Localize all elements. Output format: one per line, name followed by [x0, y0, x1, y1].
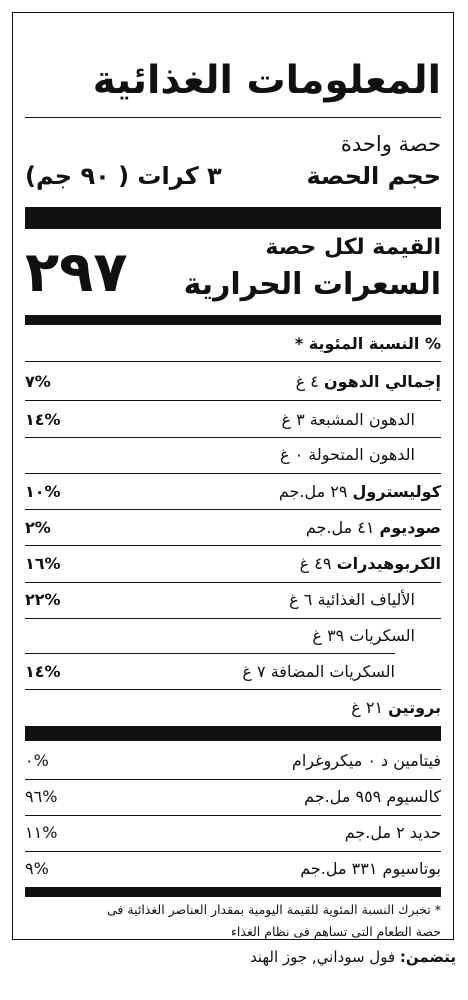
nutrient-name: صوديوم ٤١ مل.جم: [305, 518, 441, 537]
contains-label: يتضمن:: [399, 948, 456, 966]
serving-size-value: ٣ كرات ( ٩٠ جم): [25, 162, 222, 190]
nutrient-dv: %٠: [25, 751, 49, 770]
nutrient-row-sodium: [25, 510, 441, 546]
vitamin-row-calcium: [25, 779, 441, 815]
nutrient-row-cholesterol: [25, 474, 441, 510]
nutrient-row-trans-fat: [25, 437, 441, 473]
nutrient-row-protein: [25, 690, 441, 726]
nutrient-name: بروتين ٢١ غ: [351, 698, 441, 717]
contains-line: [250, 944, 456, 970]
calories-label: السعرات الحرارية: [183, 267, 441, 302]
nutrient-name: السكريات ٣٩ غ: [312, 626, 415, 645]
label-title: المعلومات الغذائية: [92, 58, 441, 103]
serving-size-label: حجم الحصة: [306, 162, 441, 190]
footnote-line: حصة الطعام التى تساهم فى نظام الغذاء: [231, 924, 441, 939]
footnote-line: * تخبرك النسبة المئوية للقيمة اليومية بمقدار العناصر الغذائية فى: [107, 902, 441, 917]
nutrient-name: السكريات المضافة ٧ غ: [242, 662, 395, 681]
nutrient-name: حديد ٢ مل.جم: [344, 823, 441, 842]
title-divider: [25, 117, 441, 118]
nutrient-row-fiber: [25, 582, 441, 618]
nutrient-name: فيتامين د ٠ ميكروغرام: [291, 751, 441, 770]
nutrient-name: الكربوهيدرات ٤٩ غ: [299, 554, 441, 573]
servings-per-container: حصة واحدة: [340, 132, 441, 156]
nutrient-dv: %٢: [25, 518, 51, 537]
nutrient-row-carbohydrates: [25, 546, 441, 582]
vitamin-row-vitamin-d: [25, 743, 441, 779]
nutrition-facts-label: [12, 12, 454, 940]
nutrient-row-added-sugars: [25, 654, 441, 690]
row-divider: [25, 361, 441, 362]
nutrient-dv: %٩: [25, 859, 49, 878]
nutrient-name: كوليسترول ٢٩ مل.جم: [278, 482, 441, 501]
amount-per-serving: القيمة لكل حصة: [265, 235, 441, 260]
nutrient-dv: %٧: [25, 372, 51, 391]
nutrient-name: الألياف الغذائية ٦ غ: [289, 590, 415, 609]
nutrient-name: كالسيوم ٩٥٩ مل.جم: [304, 787, 441, 806]
thick-divider-vitamins: [25, 726, 441, 741]
thick-divider-footnote: [25, 887, 441, 897]
vitamin-row-iron: [25, 815, 441, 851]
nutrient-name: إجمالي الدهون ٤ غ: [295, 372, 441, 391]
vitamin-row-potassium: [25, 851, 441, 887]
row-divider: [25, 400, 441, 401]
nutrient-dv: %١٦: [25, 554, 61, 573]
footnote: [25, 899, 441, 943]
contains-value: فول سوداني, جوز الهند: [250, 948, 396, 966]
nutrient-row-total-fat: [25, 364, 441, 400]
label-content: [25, 13, 441, 939]
daily-value-header: % النسبة المئوية *: [294, 334, 441, 353]
calories-value: ٢٩٧: [25, 240, 128, 305]
nutrient-dv: %١١: [25, 823, 58, 842]
nutrient-name: الدهون المشبعة ٣ غ: [281, 410, 415, 429]
nutrient-dv: %١٤: [25, 410, 61, 429]
nutrient-dv: %١٠: [25, 482, 61, 501]
nutrient-name: الدهون المتحولة ٠ غ: [279, 445, 415, 464]
nutrient-name: بوتاسيوم ٣٣١ مل.جم: [300, 859, 441, 878]
nutrient-row-saturated-fat: [25, 402, 441, 438]
thick-divider-calories: [25, 315, 441, 325]
nutrient-row-sugars: [25, 618, 441, 654]
thick-divider-top: [25, 207, 441, 229]
nutrient-dv: %٩٦: [25, 787, 58, 806]
nutrient-dv: %١٤: [25, 662, 61, 681]
nutrient-dv: %٢٢: [25, 590, 61, 609]
